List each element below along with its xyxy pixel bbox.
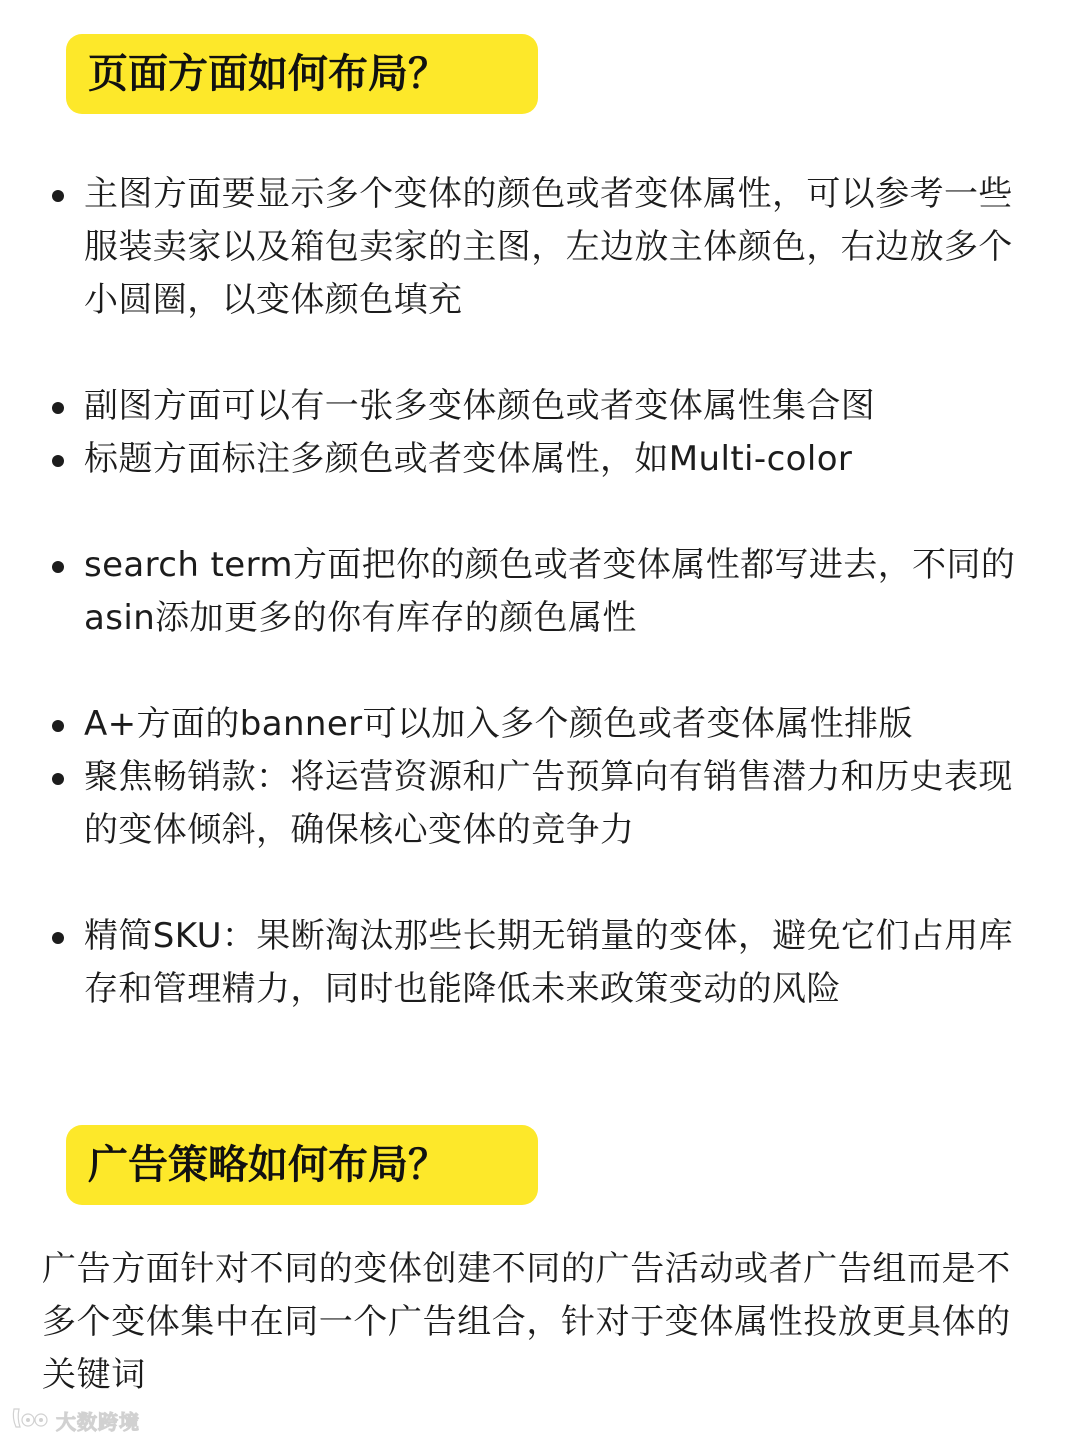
bullet-dot <box>52 402 64 414</box>
bullet-dot <box>52 932 64 944</box>
section-heading-page-layout: 页面方面如何布局？ <box>66 34 538 114</box>
bullet-item <box>50 380 1025 433</box>
bullet-item <box>50 910 1025 1016</box>
bullet-dot <box>52 720 64 732</box>
watermark-text: 大数跨境 <box>56 1409 140 1434</box>
bullet-text: 副图方面可以有一张多变体颜色或者变体属性集合图 <box>84 386 876 426</box>
logo-icon <box>10 1405 50 1435</box>
bullet-text: 精简SKU：果断淘汰那些长期无销量的变体，避免它们占用库存和管理精力，同时也能降低未来政策变动的风险 <box>84 916 1014 1009</box>
page-layout-bullet-list <box>50 168 1025 1016</box>
bullet-item <box>50 539 1025 645</box>
bullet-item <box>50 168 1025 327</box>
bullet-text: search term方面把你的颜色或者变体属性都写进去，不同的asin添加更多的你有库存的颜色属性 <box>84 545 1016 638</box>
bullet-text: 标题方面标注多颜色或者变体属性，如Multi-color <box>84 439 853 479</box>
bullet-item <box>50 751 1025 857</box>
watermark <box>10 1405 140 1435</box>
bullet-dot <box>52 190 64 202</box>
bullet-dot <box>52 773 64 785</box>
bullet-item <box>50 433 1025 486</box>
bullet-text: 聚焦畅销款：将运营资源和广告预算向有销售潜力和历史表现的变体倾斜，确保核心变体的竞争力 <box>84 757 1013 850</box>
bullet-dot <box>52 455 64 467</box>
bullet-text: A+方面的banner可以加入多个颜色或者变体属性排版 <box>84 704 913 744</box>
section-heading-ad-strategy: 广告策略如何布局？ <box>66 1125 538 1205</box>
bullet-text: 主图方面要显示多个变体的颜色或者变体属性，可以参考一些服装卖家以及箱包卖家的主图，左边放主体颜色，右边放多个小圆圈，以变体颜色填充 <box>84 174 1013 320</box>
ad-strategy-paragraph: 广告方面针对不同的变体创建不同的广告活动或者广告组而是不多个变体集中在同一个广告组合，针对于变体属性投放更具体的关键词 <box>42 1249 1011 1395</box>
bullet-dot <box>52 561 64 573</box>
bullet-item <box>50 698 1025 751</box>
